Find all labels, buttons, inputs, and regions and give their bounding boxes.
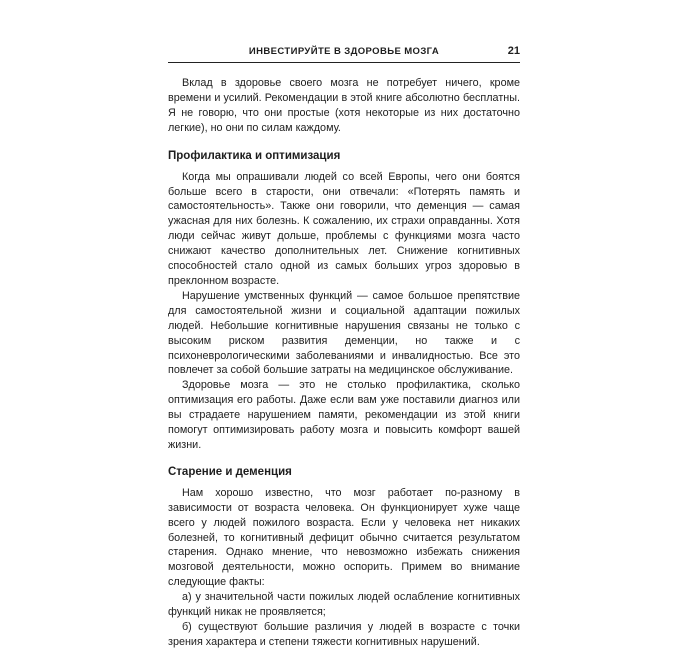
intro-paragraph: Вклад в здоровье своего мозга не потребует ничего, кроме времени и усилий. Рекомендации в этой книге абсолютно бесплатны. Я не говорю, что они простые (хотя некоторые из них достаточно легкие), но они по силам каждому. <box>168 77 520 134</box>
list-item: а) у значительной части пожилых людей ослабление когнитивных функций никак не проявляется; <box>168 591 520 619</box>
running-header <box>168 44 520 63</box>
paragraph: Здоровье мозга — это не столько профилактика, сколько оптимизация его работы. Даже если вам уже поставили диагноз или вы страдаете нарушением памяти, рекомендации из этой книги помогут оптимизировать работу мозга и повысить комфорт вашей жизни. <box>168 379 520 451</box>
book-page <box>168 44 520 650</box>
running-title: ИНВЕСТИРУЙТЕ В ЗДОРОВЬЕ МОЗГА <box>248 46 440 57</box>
section-heading-aging: Старение и деменция <box>168 465 292 478</box>
list-item: б) существуют большие различия у людей в возрасте с точки зрения характера и степени тяжести когнитивных нарушений. <box>168 621 520 648</box>
section-heading-prevention: Профилактика и оптимизация <box>168 149 341 162</box>
paragraph: Когда мы опрашивали людей со всей Европы, чего они боятся больше всего в старости, они отвечали: «Потерять память и самостоятельность». Также они говорили, что деменция — самая ужасная для них болезнь. К сожалению, их страхи оправданны. Хотя люди сейчас живут дольше, проблемы с функциями мозга часто снижают качество дополнительных лет. Снижение когнитивных способностей стало одной из самых больших угроз здоровью в преклонном возрасте. <box>168 170 520 287</box>
page-number: 21 <box>507 45 520 57</box>
paragraph: Нарушение умственных функций — самое большое препятствие для самостоятельной жизни и социальной адаптации пожилых людей. Небольшие когнитивные нарушения связаны не только с высоким риском развития деменции, но также и с психоневрологическими заболеваниями и инвалидностью. Все это повлечет за собой большие затраты на медицинское обслуживание. <box>168 289 520 377</box>
paragraph: Нам хорошо известно, что мозг работает по-разному в зависимости от возраста человека. Он функционирует хуже чаще всего у людей пожилого возраста. Если у человека нет никаких болезней, то когнитивный дефицит обычно считается результатом старения. Однако мнение, что невозможно избежать снижения мозговой деятельности, можно оспорить. Примем во внимание следующие факты: <box>168 486 520 589</box>
page-body <box>168 76 520 650</box>
